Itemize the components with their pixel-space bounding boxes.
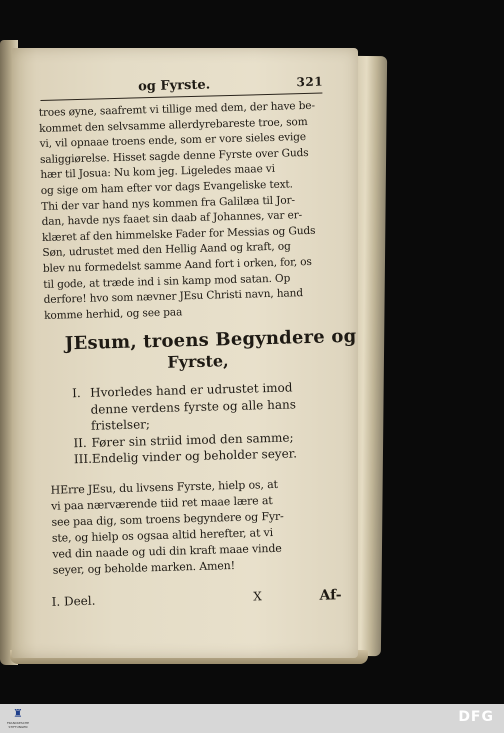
volume-label: I. Deel.	[51, 593, 96, 609]
dfg-logo[interactable]: DFG	[458, 709, 494, 725]
body-line: dan, havde nys faaet sin daab af Johannes, var er-	[41, 209, 303, 229]
prayer-line: ste, og hielp os ogsaa altid herefter, at vi	[51, 525, 274, 545]
prayer-line: HErre JEsu, du livsens Fyrste, hielp os, at	[50, 477, 278, 497]
signature-mark: X	[253, 589, 262, 604]
point-text	[90, 380, 297, 435]
sermon-points	[46, 378, 344, 468]
sermon-heading-cont: Fyrste,	[167, 351, 229, 373]
body-line: derfore! hvo som nævner JEsu Christi navn, hand	[43, 287, 304, 307]
point-number: II.	[73, 435, 87, 451]
library-logo-caption: FRANCKESCHE STIFTUNGEN	[6, 721, 30, 729]
library-logo[interactable]	[4, 706, 32, 731]
franckesche-stiftungen-icon: ♜	[13, 707, 23, 720]
point-line: denne verdens fyrste og alle hans	[90, 397, 297, 417]
point-line: fristelser;	[90, 417, 151, 434]
prayer-line: ved din naade og udi din kraft maae vinde	[52, 541, 282, 561]
prayer-line: see paa dig, som troens begyndere og Fyr-	[51, 509, 284, 529]
point-number: I.	[71, 386, 81, 401]
point-number: III.	[73, 452, 93, 467]
running-title: og Fyrste.	[137, 77, 211, 95]
body-text	[39, 98, 341, 324]
point-item	[72, 378, 343, 435]
body-line: og sige om ham efter vor dags Evangeliske text.	[40, 178, 293, 197]
point-line: Fører sin striid imod den samme;	[91, 430, 294, 450]
prayer-line: vi paa nærværende tiid ret maae lære at	[50, 493, 273, 513]
page-content	[38, 74, 357, 610]
body-line: til gode, at træde ind i sin kamp mod satan. Op	[43, 272, 291, 291]
prayer-line: seyer, og beholde marken. Amen!	[52, 558, 236, 577]
body-line: kommet den selvsamme allerdyrebareste troe, som	[39, 115, 308, 135]
body-line: klæret af den himmelske Fader for Messias og Guds	[41, 224, 316, 244]
body-line: Søn, udrustet med den Hellig Aand og kraft, og	[42, 240, 291, 260]
point-line: Endelig vinder og beholder seyer.	[91, 446, 298, 467]
page-number: 321	[296, 74, 324, 90]
body-line: hær til Josua: Nu kom jeg. Ligeledes maae vi	[40, 163, 276, 182]
point-line: Hvorledes hand er udrustet imod	[89, 380, 293, 401]
catchword: Af-	[319, 587, 342, 604]
prayer-text	[48, 475, 346, 579]
body-line: Thi der var hand nys kommen fra Galilæa til Jor-	[41, 193, 295, 213]
book-page	[12, 48, 358, 658]
body-line: troes øyne, saafremt vi tillige med dem, der have be-	[38, 99, 316, 119]
sermon-heading: JEsum, troens Begyndere og	[64, 326, 357, 355]
body-line: saliggiørelse. Hisset sagde denne Fyrste over Guds	[39, 146, 309, 166]
viewer-footer-bar	[0, 704, 504, 733]
body-line: vi, vil opnaae troens ende, som er vore sieles evige	[39, 131, 307, 151]
page-footer	[51, 587, 341, 611]
body-line: blev nu formedelst samme Aand fort i orken, for, os	[42, 255, 312, 275]
body-line: komme herhid, og see paa	[43, 306, 183, 322]
